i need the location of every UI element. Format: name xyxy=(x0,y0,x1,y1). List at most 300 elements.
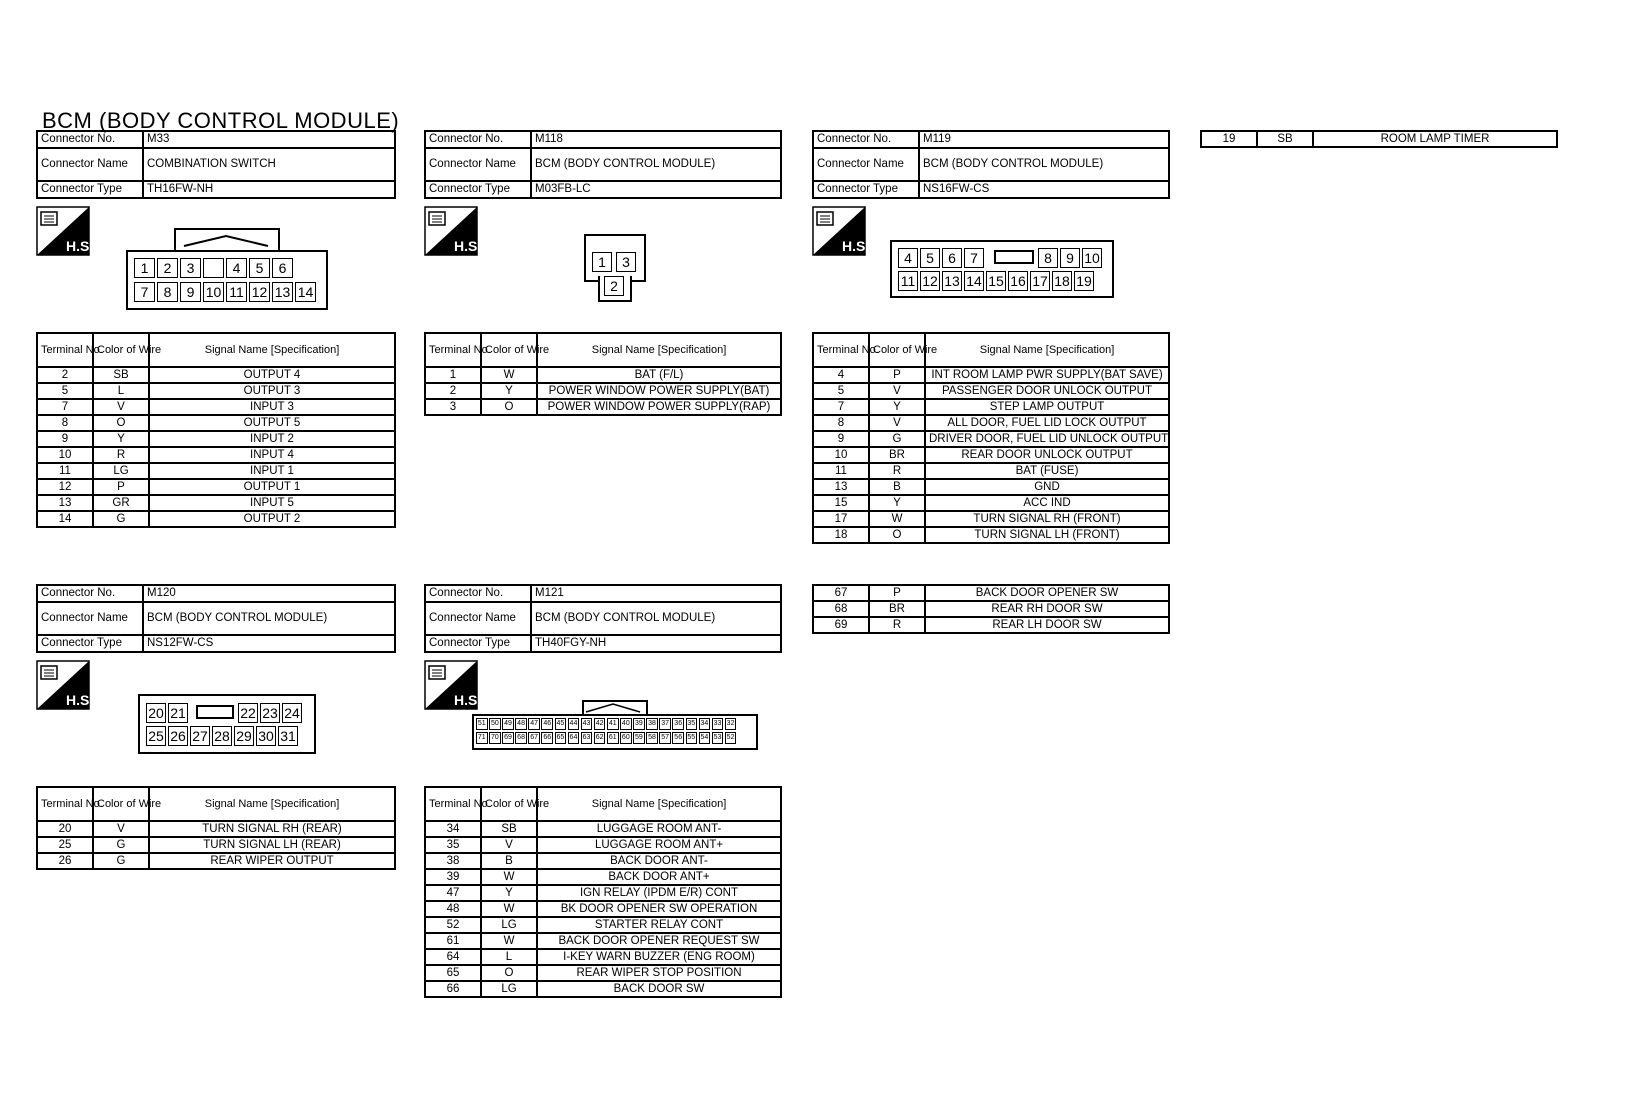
pin-cavity: 25 xyxy=(146,726,166,746)
connector-header-m118 xyxy=(424,130,782,199)
table-row xyxy=(425,965,781,981)
table-row xyxy=(37,495,395,511)
terminal-no-cell: 48 xyxy=(425,901,481,917)
wire-color-cell: O xyxy=(869,527,925,543)
wire-color-cell: V xyxy=(869,383,925,399)
signal-name-cell: INPUT 3 xyxy=(149,399,395,415)
signal-name-cell: ROOM LAMP TIMER xyxy=(1313,131,1557,147)
wire-color-cell: R xyxy=(869,463,925,479)
wire-color-cell: Y xyxy=(869,399,925,415)
pin-cavity: 50 xyxy=(489,718,501,730)
label-connector-name: Connector Name xyxy=(37,602,143,635)
pin-row-top xyxy=(592,252,636,272)
wire-color-cell: V xyxy=(869,415,925,431)
pin-cavity: 9 xyxy=(180,282,201,302)
signal-name-cell: TURN SIGNAL RH (REAR) xyxy=(149,821,395,837)
terminal-no-cell: 13 xyxy=(37,495,93,511)
pin-cavity: 22 xyxy=(238,703,258,723)
key-slot xyxy=(196,705,234,719)
pin-cavity: 28 xyxy=(212,726,232,746)
hs-badge-icon xyxy=(36,206,94,256)
label-connector-type: Connector Type xyxy=(425,635,531,652)
table-row xyxy=(813,431,1169,447)
table-row xyxy=(813,415,1169,431)
pin-cavity: 24 xyxy=(282,703,302,723)
wire-color-cell: LG xyxy=(93,463,149,479)
terminal-no-cell: 15 xyxy=(813,495,869,511)
pin-cavity: 36 xyxy=(672,718,684,730)
signal-name-cell: STEP LAMP OUTPUT xyxy=(925,399,1169,415)
terminal-no-cell: 7 xyxy=(37,399,93,415)
pin-cavity: 67 xyxy=(528,732,540,744)
terminal-no-cell: 8 xyxy=(813,415,869,431)
key-slot xyxy=(994,250,1034,264)
signal-name-cell: REAR WIPER OUTPUT xyxy=(149,853,395,869)
wire-color-cell: G xyxy=(93,511,149,527)
connector-type-value: NS16FW-CS xyxy=(919,181,1169,198)
signal-name-cell: BK DOOR OPENER SW OPERATION xyxy=(537,901,781,917)
pin-cavity: 10 xyxy=(203,282,224,302)
connector-name-value: BCM (BODY CONTROL MODULE) xyxy=(143,602,395,635)
col-color-of-wire: Color of Wire xyxy=(869,333,925,367)
label-connector-name: Connector Name xyxy=(425,148,531,181)
pin-cavity: 56 xyxy=(672,732,684,744)
signal-name-cell: POWER WINDOW POWER SUPPLY(RAP) xyxy=(537,399,781,415)
terminal-no-cell: 11 xyxy=(37,463,93,479)
wire-color-cell: L xyxy=(481,949,537,965)
signal-name-cell: IGN RELAY (IPDM E/R) CONT xyxy=(537,885,781,901)
pin-cavity: 69 xyxy=(502,732,514,744)
pin-cavity: 8 xyxy=(1038,248,1058,268)
wire-color-cell: O xyxy=(481,399,537,415)
pin-cavity: 48 xyxy=(515,718,527,730)
wire-color-cell: R xyxy=(869,617,925,633)
connector-header-m119 xyxy=(812,130,1170,199)
terminal-no-cell: 68 xyxy=(813,601,869,617)
terminal-no-cell: 65 xyxy=(425,965,481,981)
terminal-no-cell: 66 xyxy=(425,981,481,997)
pin-cavity: 12 xyxy=(920,271,940,291)
label-connector-no: Connector No. xyxy=(425,585,531,602)
table-row xyxy=(37,479,395,495)
pin-cavity: 18 xyxy=(1052,271,1072,291)
table-row xyxy=(1201,131,1557,147)
pin-cavity: 17 xyxy=(1030,271,1050,291)
table-row xyxy=(37,415,395,431)
label-connector-type: Connector Type xyxy=(37,181,143,198)
terminal-no-cell: 13 xyxy=(813,479,869,495)
wire-color-cell: O xyxy=(481,965,537,981)
connector-type-value: TH40FGY-NH xyxy=(531,635,781,652)
hs-badge-icon xyxy=(36,660,94,710)
connector-header-m121 xyxy=(424,584,782,653)
table-row xyxy=(813,495,1169,511)
table-row xyxy=(813,447,1169,463)
terminal-no-cell: 19 xyxy=(1201,131,1257,147)
pin-cavity: 63 xyxy=(581,732,593,744)
pin-cavity: 71 xyxy=(476,732,488,744)
table-row xyxy=(813,463,1169,479)
pin-cavity: 64 xyxy=(568,732,580,744)
pin-cavity: 46 xyxy=(541,718,553,730)
connector-header-m120 xyxy=(36,584,396,653)
terminal-no-cell: 52 xyxy=(425,917,481,933)
wire-color-cell: SB xyxy=(1257,131,1313,147)
pin-cavity: 44 xyxy=(568,718,580,730)
signal-name-cell: REAR RH DOOR SW xyxy=(925,601,1169,617)
signal-name-cell: TURN SIGNAL LH (FRONT) xyxy=(925,527,1169,543)
terminal-no-cell: 10 xyxy=(37,447,93,463)
lock-tab-icon xyxy=(180,234,272,248)
label-connector-name: Connector Name xyxy=(425,602,531,635)
col-signal-name: Signal Name [Specification] xyxy=(537,333,781,367)
signal-name-cell: REAR WIPER STOP POSITION xyxy=(537,965,781,981)
terminal-no-cell: 38 xyxy=(425,853,481,869)
terminal-no-cell: 20 xyxy=(37,821,93,837)
pin-cavity: 15 xyxy=(986,271,1006,291)
col-terminal-no: Terminal No. xyxy=(425,787,481,821)
table-row xyxy=(37,853,395,869)
signal-name-cell: INPUT 4 xyxy=(149,447,395,463)
connector-type-value: M03FB-LC xyxy=(531,181,781,198)
pin-cavity: 10 xyxy=(1082,248,1102,268)
signal-name-cell: OUTPUT 4 xyxy=(149,367,395,383)
wire-color-cell: G xyxy=(93,837,149,853)
pin-cavity: 53 xyxy=(712,732,724,744)
label-connector-no: Connector No. xyxy=(425,131,531,148)
signal-name-cell: BACK DOOR ANT+ xyxy=(537,869,781,885)
table-row xyxy=(425,885,781,901)
terminal-no-cell: 11 xyxy=(813,463,869,479)
pin-cavity: 45 xyxy=(555,718,567,730)
label-connector-type: Connector Type xyxy=(425,181,531,198)
wire-color-cell: B xyxy=(481,853,537,869)
signal-table-m119-continued xyxy=(1200,130,1558,148)
pin-row-top xyxy=(134,258,293,278)
pin-cavity: 49 xyxy=(502,718,514,730)
table-row xyxy=(37,447,395,463)
pin-cavity: 60 xyxy=(620,732,632,744)
terminal-no-cell: 9 xyxy=(813,431,869,447)
signal-name-cell: I-KEY WARN BUZZER (ENG ROOM) xyxy=(537,949,781,965)
label-connector-no: Connector No. xyxy=(37,131,143,148)
signal-name-cell: INT ROOM LAMP PWR SUPPLY(BAT SAVE) xyxy=(925,367,1169,383)
wire-color-cell: G xyxy=(869,431,925,447)
terminal-no-cell: 4 xyxy=(813,367,869,383)
pin-cavity: 31 xyxy=(278,726,298,746)
pin-cavity: 58 xyxy=(646,732,658,744)
signal-name-cell: REAR LH DOOR SW xyxy=(925,617,1169,633)
signal-name-cell: TURN SIGNAL RH (FRONT) xyxy=(925,511,1169,527)
connector-type-value: NS12FW-CS xyxy=(143,635,395,652)
terminal-no-cell: 7 xyxy=(813,399,869,415)
terminal-no-cell: 35 xyxy=(425,837,481,853)
pin-cavity: 40 xyxy=(620,718,632,730)
pin-cavity: 59 xyxy=(633,732,645,744)
wire-color-cell: G xyxy=(93,853,149,869)
wire-color-cell: V xyxy=(93,399,149,415)
col-signal-name: Signal Name [Specification] xyxy=(149,787,395,821)
terminal-no-cell: 12 xyxy=(37,479,93,495)
pin-cavity: 2 xyxy=(157,258,178,278)
pin-cavity: 6 xyxy=(942,248,962,268)
wire-color-cell: LG xyxy=(481,917,537,933)
pin-cavity: 14 xyxy=(964,271,984,291)
pin-cavity: 19 xyxy=(1074,271,1094,291)
table-row xyxy=(813,527,1169,543)
wire-color-cell: GR xyxy=(93,495,149,511)
terminal-no-cell: 67 xyxy=(813,585,869,601)
signal-name-cell: BACK DOOR OPENER SW xyxy=(925,585,1169,601)
hs-badge-icon xyxy=(812,206,870,256)
pin-cavity: 33 xyxy=(712,718,724,730)
col-signal-name: Signal Name [Specification] xyxy=(149,333,395,367)
terminal-no-cell: 5 xyxy=(37,383,93,399)
pin-cavity: 1 xyxy=(134,258,155,278)
terminal-no-cell: 47 xyxy=(425,885,481,901)
connector-name-value: BCM (BODY CONTROL MODULE) xyxy=(919,148,1169,181)
pin-cavity: 68 xyxy=(515,732,527,744)
terminal-no-cell: 39 xyxy=(425,869,481,885)
pin-cavity: 5 xyxy=(249,258,270,278)
col-terminal-no: Terminal No. xyxy=(37,333,93,367)
wire-color-cell: BR xyxy=(869,447,925,463)
col-color-of-wire: Color of Wire xyxy=(481,787,537,821)
signal-name-cell: OUTPUT 1 xyxy=(149,479,395,495)
pin-row-bottom xyxy=(898,271,1094,291)
wire-color-cell: Y xyxy=(869,495,925,511)
lock-tab-icon xyxy=(584,702,642,714)
table-row xyxy=(813,479,1169,495)
signal-name-cell: STARTER RELAY CONT xyxy=(537,917,781,933)
terminal-no-cell: 18 xyxy=(813,527,869,543)
pin-cavity: 62 xyxy=(594,732,606,744)
pin-cavity: 41 xyxy=(607,718,619,730)
signal-name-cell: BACK DOOR SW xyxy=(537,981,781,997)
table-row xyxy=(813,617,1169,633)
label-connector-name: Connector Name xyxy=(813,148,919,181)
wire-color-cell: P xyxy=(869,585,925,601)
signal-name-cell: INPUT 1 xyxy=(149,463,395,479)
wire-color-cell: P xyxy=(869,367,925,383)
pin-cavity: 42 xyxy=(594,718,606,730)
signal-name-cell: GND xyxy=(925,479,1169,495)
terminal-no-cell: 9 xyxy=(37,431,93,447)
pin-cavity: 4 xyxy=(226,258,247,278)
connector-header-m33 xyxy=(36,130,396,199)
pin-cavity: 14 xyxy=(295,282,316,302)
pin-cavity: 29 xyxy=(234,726,254,746)
signal-name-cell: ALL DOOR, FUEL LID LOCK OUTPUT xyxy=(925,415,1169,431)
pin-cavity: 23 xyxy=(260,703,280,723)
terminal-no-cell: 10 xyxy=(813,447,869,463)
table-row xyxy=(425,399,781,415)
hs-badge-icon xyxy=(424,660,482,710)
signal-name-cell: ACC IND xyxy=(925,495,1169,511)
connector-type-value: TH16FW-NH xyxy=(143,181,395,198)
col-signal-name: Signal Name [Specification] xyxy=(537,787,781,821)
connector-no-value: M119 xyxy=(919,131,1169,148)
pin-cavity: 54 xyxy=(699,732,711,744)
terminal-no-cell: 1 xyxy=(425,367,481,383)
table-row xyxy=(813,511,1169,527)
wire-color-cell: V xyxy=(481,837,537,853)
terminal-no-cell: 61 xyxy=(425,933,481,949)
signal-name-cell: PASSENGER DOOR UNLOCK OUTPUT xyxy=(925,383,1169,399)
hs-text: H.S. xyxy=(66,692,94,708)
pin-cavity: 66 xyxy=(541,732,553,744)
pin-cavity: 43 xyxy=(581,718,593,730)
table-row xyxy=(37,821,395,837)
signal-name-cell: LUGGAGE ROOM ANT- xyxy=(537,821,781,837)
pin-row-top-b xyxy=(238,703,302,723)
wire-color-cell: Y xyxy=(481,383,537,399)
pin-row-top xyxy=(476,718,736,730)
terminal-no-cell: 34 xyxy=(425,821,481,837)
pin-row-bottom xyxy=(476,732,736,744)
signal-name-cell: BAT (F/L) xyxy=(537,367,781,383)
pin-cavity: 34 xyxy=(699,718,711,730)
pin-cavity: 16 xyxy=(1008,271,1028,291)
terminal-no-cell: 25 xyxy=(37,837,93,853)
table-row xyxy=(425,853,781,869)
pin-cavity: 30 xyxy=(256,726,276,746)
col-terminal-no: Terminal No. xyxy=(425,333,481,367)
connector-name-value: COMBINATION SWITCH xyxy=(143,148,395,181)
signal-name-cell: LUGGAGE ROOM ANT+ xyxy=(537,837,781,853)
table-row xyxy=(813,585,1169,601)
signal-name-cell: BACK DOOR OPENER REQUEST SW xyxy=(537,933,781,949)
pin-cavity: 20 xyxy=(146,703,166,723)
pin-cavity: 55 xyxy=(686,732,698,744)
pin-cavity: 39 xyxy=(633,718,645,730)
label-connector-no: Connector No. xyxy=(813,131,919,148)
signal-table-m119 xyxy=(812,332,1170,544)
connector-no-value: M33 xyxy=(143,131,395,148)
col-color-of-wire: Color of Wire xyxy=(93,787,149,821)
signal-table-m118 xyxy=(424,332,782,416)
table-row xyxy=(425,383,781,399)
pin-row-bottom xyxy=(146,726,298,746)
wire-color-cell: SB xyxy=(481,821,537,837)
pin-cavity: 9 xyxy=(1060,248,1080,268)
pin-row-top-a xyxy=(898,248,984,268)
pin-cavity: 13 xyxy=(942,271,962,291)
pin-cavity: 11 xyxy=(898,271,918,291)
table-row xyxy=(813,367,1169,383)
connector-no-value: M118 xyxy=(531,131,781,148)
pin-cavity: 21 xyxy=(168,703,188,723)
wire-color-cell: R xyxy=(93,447,149,463)
pin-cavity: 4 xyxy=(898,248,918,268)
col-color-of-wire: Color of Wire xyxy=(481,333,537,367)
pin-cavity: 61 xyxy=(607,732,619,744)
wire-color-cell: B xyxy=(869,479,925,495)
pin-cavity: 38 xyxy=(646,718,658,730)
pin-cavity: 47 xyxy=(528,718,540,730)
label-connector-type: Connector Type xyxy=(37,635,143,652)
page-title: BCM (BODY CONTROL MODULE) xyxy=(42,108,400,133)
signal-name-cell: REAR DOOR UNLOCK OUTPUT xyxy=(925,447,1169,463)
pin-row-top-b xyxy=(1038,248,1102,268)
signal-name-cell: OUTPUT 3 xyxy=(149,383,395,399)
pin-cavity: 6 xyxy=(272,258,293,278)
hs-text: H.S. xyxy=(454,692,482,708)
pin-cavity: 51 xyxy=(476,718,488,730)
pin-row-top-a xyxy=(146,703,188,723)
pin-cavity: 11 xyxy=(226,282,247,302)
terminal-no-cell: 17 xyxy=(813,511,869,527)
wire-color-cell: W xyxy=(481,869,537,885)
signal-name-cell: TURN SIGNAL LH (REAR) xyxy=(149,837,395,853)
terminal-no-cell: 3 xyxy=(425,399,481,415)
pin-cavity: 35 xyxy=(686,718,698,730)
pin-cavity: 2 xyxy=(604,276,624,296)
pin-cavity: 7 xyxy=(964,248,984,268)
pin-cavity: 13 xyxy=(272,282,293,302)
wire-color-cell: P xyxy=(93,479,149,495)
label-connector-no: Connector No. xyxy=(37,585,143,602)
signal-table-m121-continued xyxy=(812,584,1170,634)
table-row xyxy=(425,981,781,997)
col-terminal-no: Terminal No. xyxy=(37,787,93,821)
pin-cavity: 52 xyxy=(725,732,737,744)
wire-color-cell: W xyxy=(481,901,537,917)
table-row xyxy=(813,399,1169,415)
pin-cavity: 65 xyxy=(555,732,567,744)
terminal-no-cell: 2 xyxy=(425,383,481,399)
pin-cavity: 12 xyxy=(249,282,270,302)
table-row xyxy=(37,463,395,479)
table-row xyxy=(425,821,781,837)
pin-cavity: 5 xyxy=(920,248,940,268)
pin-cavity: 70 xyxy=(489,732,501,744)
terminal-no-cell: 8 xyxy=(37,415,93,431)
pin-cavity: 7 xyxy=(134,282,155,302)
connector-name-value: BCM (BODY CONTROL MODULE) xyxy=(531,148,781,181)
label-connector-type: Connector Type xyxy=(813,181,919,198)
hs-text: H.S. xyxy=(842,238,870,254)
table-row xyxy=(425,837,781,853)
terminal-no-cell: 69 xyxy=(813,617,869,633)
table-row xyxy=(37,837,395,853)
label-connector-name: Connector Name xyxy=(37,148,143,181)
table-row xyxy=(425,869,781,885)
wire-color-cell: W xyxy=(481,367,537,383)
wire-color-cell: V xyxy=(93,821,149,837)
terminal-no-cell: 14 xyxy=(37,511,93,527)
table-row xyxy=(37,383,395,399)
table-row xyxy=(425,367,781,383)
signal-name-cell: BAT (FUSE) xyxy=(925,463,1169,479)
table-row xyxy=(37,431,395,447)
table-row xyxy=(425,917,781,933)
table-row xyxy=(37,399,395,415)
wire-color-cell: SB xyxy=(93,367,149,383)
terminal-no-cell: 64 xyxy=(425,949,481,965)
table-row xyxy=(425,933,781,949)
col-signal-name: Signal Name [Specification] xyxy=(925,333,1169,367)
signal-table-m120 xyxy=(36,786,396,870)
wire-color-cell: BR xyxy=(869,601,925,617)
table-row xyxy=(37,511,395,527)
signal-name-cell: INPUT 5 xyxy=(149,495,395,511)
signal-name-cell: BACK DOOR ANT- xyxy=(537,853,781,869)
pin-cavity: 57 xyxy=(659,732,671,744)
pin-cavity: 8 xyxy=(157,282,178,302)
wire-color-cell: L xyxy=(93,383,149,399)
col-color-of-wire: Color of Wire xyxy=(93,333,149,367)
